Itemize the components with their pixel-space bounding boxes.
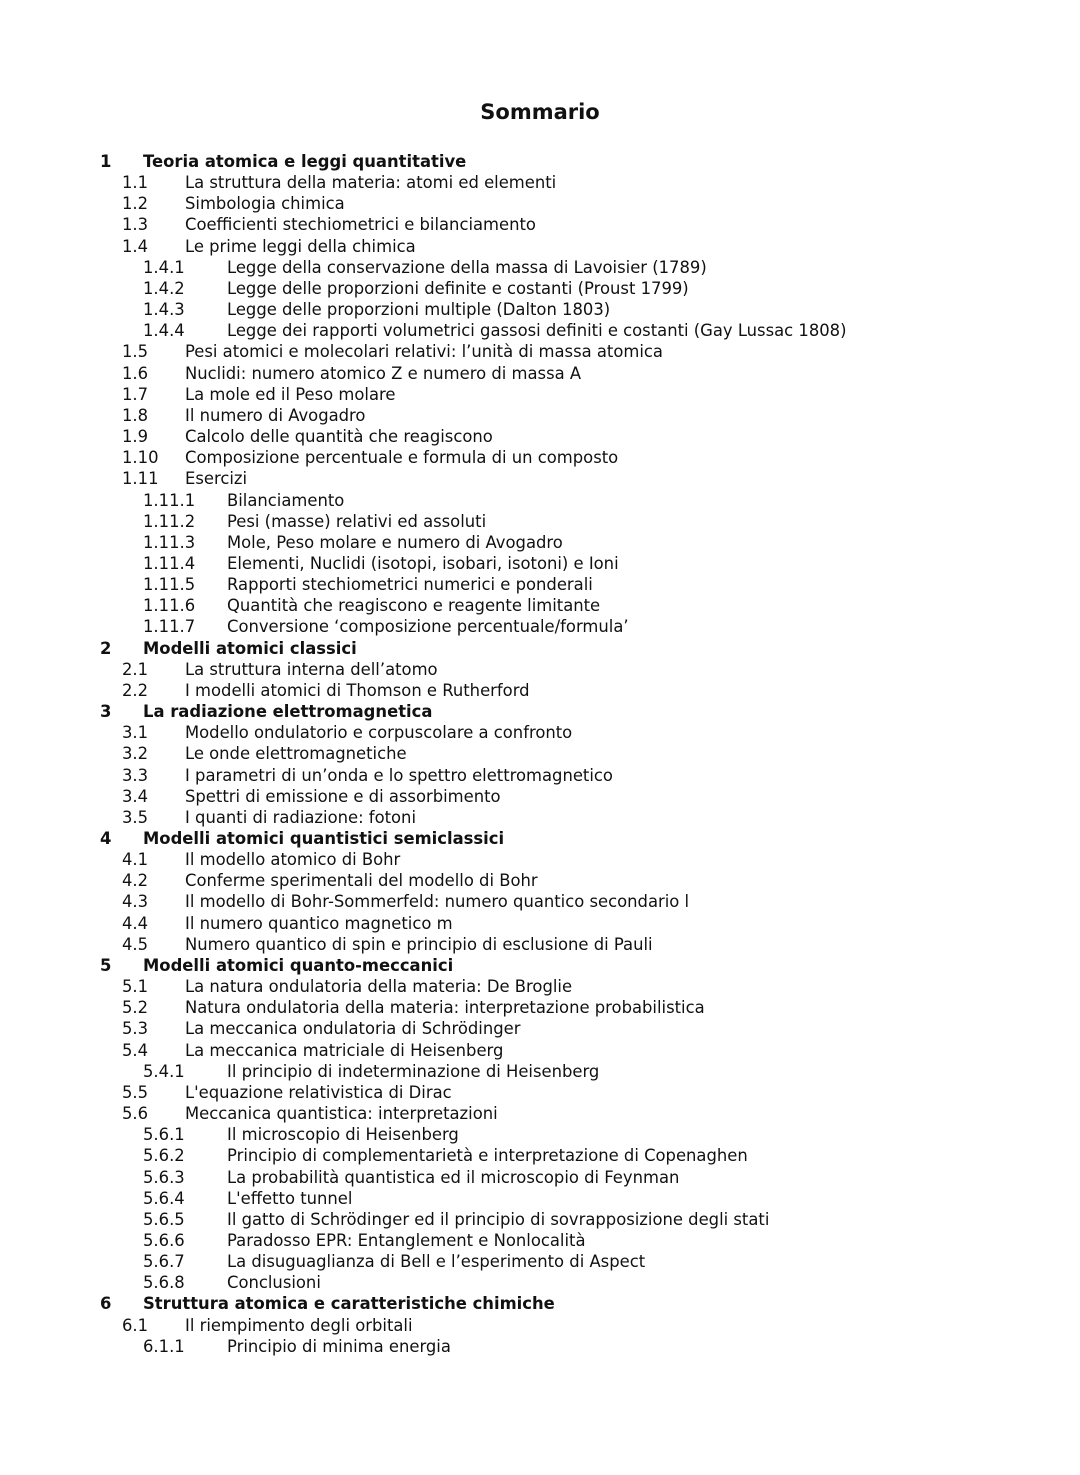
toc-entry-title: Modelli atomici quantistici semiclassici <box>143 829 505 848</box>
toc-entry-title: La struttura della materia: atomi ed elementi <box>185 173 557 193</box>
toc-entry[interactable] <box>0 172 1080 193</box>
toc-entry[interactable] <box>0 341 1080 362</box>
toc-entry-number: 6 <box>100 1294 112 1314</box>
toc-entry-title: Elementi, Nuclidi (isotopi, isobari, isotoni) e Ioni <box>227 553 619 573</box>
toc-entry-title: La struttura interna dell’atomo <box>185 659 438 679</box>
toc-entry-title: Esercizi <box>185 469 248 489</box>
toc-entry[interactable] <box>0 1230 1080 1251</box>
toc-entry-title: Spettri di emissione e di assorbimento <box>185 786 501 806</box>
toc-entry-title: Le prime leggi della chimica <box>185 236 416 256</box>
toc-entry-number: 5.6.5 <box>143 1209 185 1229</box>
toc-entry-number: 1.10 <box>122 448 159 468</box>
toc-entry-number: 1.11.4 <box>143 553 196 573</box>
toc-entry-number: 5 <box>100 955 112 975</box>
toc-entry-title: La meccanica matriciale di Heisenberg <box>185 1040 504 1060</box>
toc-entry-number: 3.5 <box>122 807 149 827</box>
toc-entry-number: 2 <box>100 638 112 658</box>
toc-entry-title: Teoria atomica e leggi quantitative <box>143 152 467 171</box>
toc-entry[interactable] <box>0 976 1080 997</box>
toc-entry[interactable] <box>0 1124 1080 1145</box>
toc-entry-title: Il numero quantico magnetico m <box>185 913 453 933</box>
toc-entry-title: Legge dei rapporti volumetrici gassosi definiti e costanti (Gay Lussac 1808) <box>227 321 847 341</box>
toc-entry-number: 1.11.6 <box>143 596 196 616</box>
toc-entry-number: 2.1 <box>122 659 149 679</box>
toc-entry-title: Il modello di Bohr-Sommerfeld: numero quantico secondario l <box>185 892 690 912</box>
toc-entry[interactable] <box>0 807 1080 828</box>
toc-entry-number: 3.2 <box>122 744 149 764</box>
toc-entry[interactable] <box>0 405 1080 426</box>
toc-entry-number: 1.4.2 <box>143 278 185 298</box>
toc-entry-number: 5.6.8 <box>143 1273 185 1293</box>
toc-entry-number: 4 <box>100 829 112 848</box>
toc-entry-number: 4.3 <box>122 892 149 912</box>
toc-entry-title: Rapporti stechiometrici numerici e ponderali <box>227 575 593 595</box>
toc-entry-title: La disuguaglianza di Bell e l’esperimento di Aspect <box>227 1252 646 1272</box>
toc-entry[interactable] <box>0 828 1080 849</box>
toc-entry[interactable] <box>0 1251 1080 1272</box>
toc-entry[interactable] <box>0 743 1080 764</box>
toc-entry-number: 1.4.4 <box>143 321 185 341</box>
toc-entry[interactable] <box>0 468 1080 489</box>
toc-entry-title: Simbologia chimica <box>185 194 345 214</box>
toc-entry-number: 6.1 <box>122 1315 149 1335</box>
toc-entry[interactable] <box>0 426 1080 447</box>
toc-entry-title: Struttura atomica e caratteristiche chimiche <box>143 1294 555 1314</box>
toc-entry-number: 1.6 <box>122 363 149 383</box>
toc-entry-title: Numero quantico di spin e principio di esclusione di Pauli <box>185 934 653 954</box>
toc-entry-title: L'effetto tunnel <box>227 1188 353 1208</box>
toc-entry-title: L'equazione relativistica di Dirac <box>185 1082 452 1102</box>
toc-entry-number: 1.11.1 <box>143 490 196 510</box>
toc-entry[interactable] <box>0 384 1080 405</box>
toc-entry-title: Calcolo delle quantità che reagiscono <box>185 427 493 447</box>
toc-entry-number: 5.6.1 <box>143 1125 185 1145</box>
toc-entry-number: 1.11 <box>122 469 159 489</box>
toc-entry-number: 5.4 <box>122 1040 149 1060</box>
toc-entry-title: Legge della conservazione della massa di Lavoisier (1789) <box>227 257 707 277</box>
toc-entry[interactable] <box>0 638 1080 659</box>
toc-entry[interactable] <box>0 913 1080 934</box>
toc-entry[interactable] <box>0 1061 1080 1082</box>
toc-entry[interactable] <box>0 193 1080 214</box>
toc-entry-title: Quantità che reagiscono e reagente limitante <box>227 596 601 616</box>
page-title: Sommario <box>480 100 600 124</box>
toc-entry-title: Il riempimento degli orbitali <box>185 1315 413 1335</box>
toc-entry-number: 5.2 <box>122 998 149 1018</box>
toc-entry-number: 1.11.7 <box>143 617 196 637</box>
toc-entry-number: 5.6.7 <box>143 1252 185 1272</box>
toc-entry[interactable] <box>0 616 1080 637</box>
toc-entry[interactable] <box>0 278 1080 299</box>
toc-entry-title: I quanti di radiazione: fotoni <box>185 807 416 827</box>
toc-entry[interactable] <box>0 1315 1080 1336</box>
toc-entry[interactable] <box>0 1082 1080 1103</box>
toc-entry-number: 1.7 <box>122 384 149 404</box>
toc-entry-title: Nuclidi: numero atomico Z e numero di massa A <box>185 363 582 383</box>
toc-entry-title: Modelli atomici quanto-meccanici <box>143 955 454 975</box>
toc-entry-title: Principio di minima energia <box>227 1336 451 1356</box>
toc-entry-title: Pesi (masse) relativi ed assoluti <box>227 511 487 531</box>
toc-entry[interactable] <box>0 1336 1080 1357</box>
toc-entry-number: 1.2 <box>122 194 149 214</box>
toc-entry[interactable] <box>0 490 1080 511</box>
toc-entry-title: Paradosso EPR: Entanglement e Nonlocalità <box>227 1230 586 1250</box>
toc-entry[interactable] <box>0 765 1080 786</box>
toc-entry-title: Meccanica quantistica: interpretazioni <box>185 1104 498 1124</box>
toc-entry-number: 1.5 <box>122 342 149 362</box>
toc-entry-title: Modello ondulatorio e corpuscolare a confronto <box>185 723 573 743</box>
toc-entry-number: 5.6 <box>122 1104 149 1124</box>
toc-entry[interactable] <box>0 659 1080 680</box>
toc-entry-number: 1.9 <box>122 427 149 447</box>
toc-entry-title: Le onde elettromagnetiche <box>185 744 407 764</box>
toc-entry-title: Conferme sperimentali del modello di Bohr <box>185 871 538 891</box>
toc-entry-title: La radiazione elettromagnetica <box>143 702 433 722</box>
toc-entry-number: 5.1 <box>122 977 149 997</box>
toc-entry-number: 1.8 <box>122 405 149 425</box>
toc-entry-title: La meccanica ondulatoria di Schrödinger <box>185 1019 521 1039</box>
toc-entry-number: 3.3 <box>122 765 149 785</box>
toc-entry[interactable] <box>0 320 1080 341</box>
toc-entry-number: 1.4.1 <box>143 257 185 277</box>
toc-entry[interactable] <box>0 786 1080 807</box>
toc-entry[interactable] <box>0 701 1080 722</box>
toc-entry[interactable] <box>0 870 1080 891</box>
toc-entry-title: Conclusioni <box>227 1273 321 1293</box>
toc-entry-number: 1.4 <box>122 236 149 256</box>
toc-entry-number: 5.6.2 <box>143 1146 185 1166</box>
toc-entry[interactable] <box>0 1103 1080 1124</box>
toc-entry-number: 5.6.4 <box>143 1188 185 1208</box>
toc-entry-number: 1.3 <box>122 215 149 235</box>
toc-entry-title: Legge delle proporzioni definite e costanti (Proust 1799) <box>227 278 689 298</box>
toc-entry-number: 1.11.5 <box>143 575 196 595</box>
toc-entry[interactable] <box>0 532 1080 553</box>
toc-entry-number: 5.6.3 <box>143 1167 185 1187</box>
toc-entry-title: La mole ed il Peso molare <box>185 384 396 404</box>
toc-entry-title: Bilanciamento <box>227 490 345 510</box>
toc-entry[interactable] <box>0 511 1080 532</box>
toc-entry[interactable] <box>0 553 1080 574</box>
toc-entry[interactable] <box>0 1167 1080 1188</box>
toc-entry[interactable] <box>0 257 1080 278</box>
toc-entry-title: Pesi atomici e molecolari relativi: l’unità di massa atomica <box>185 342 663 362</box>
toc-entry-number: 1.11.3 <box>143 532 196 552</box>
toc-entry-title: Il gatto di Schrödinger ed il principio di sovrapposizione degli stati <box>227 1209 770 1229</box>
toc-entry-number: 5.3 <box>122 1019 149 1039</box>
toc-entry[interactable] <box>0 680 1080 701</box>
toc-entry-number: 1 <box>100 152 112 171</box>
toc-entry[interactable] <box>0 447 1080 468</box>
toc-entry[interactable] <box>0 574 1080 595</box>
toc-entry-title: I modelli atomici di Thomson e Rutherford <box>185 680 530 700</box>
toc-entry-title: Composizione percentuale e formula di un composto <box>185 448 619 468</box>
toc-entry[interactable] <box>0 1293 1080 1314</box>
toc-entry-number: 4.5 <box>122 934 149 954</box>
toc-entry[interactable] <box>0 151 1080 172</box>
toc-entry-title: Mole, Peso molare e numero di Avogadro <box>227 532 563 552</box>
toc-entry[interactable] <box>0 1018 1080 1039</box>
toc-entry[interactable] <box>0 1209 1080 1230</box>
toc-entry-number: 3.4 <box>122 786 149 806</box>
toc-entry[interactable] <box>0 1272 1080 1293</box>
toc-entry[interactable] <box>0 1040 1080 1061</box>
toc-entry[interactable] <box>0 363 1080 384</box>
toc-entry-number: 1.11.2 <box>143 511 196 531</box>
toc-entry[interactable] <box>0 849 1080 870</box>
toc-entry-title: Coefficienti stechiometrici e bilanciamento <box>185 215 536 235</box>
toc-entry-number: 5.4.1 <box>143 1061 185 1081</box>
toc-entry-title: Conversione ‘composizione percentuale/formula’ <box>227 617 629 637</box>
toc-entry-title: La natura ondulatoria della materia: De Broglie <box>185 977 573 997</box>
table-of-contents <box>0 151 1080 1357</box>
toc-entry[interactable] <box>0 1188 1080 1209</box>
toc-entry-number: 3.1 <box>122 723 149 743</box>
toc-entry[interactable] <box>0 1145 1080 1166</box>
toc-entry-title: I parametri di un’onda e lo spettro elettromagnetico <box>185 765 613 785</box>
toc-entry[interactable] <box>0 891 1080 912</box>
toc-entry-number: 4.4 <box>122 913 149 933</box>
toc-entry-number: 2.2 <box>122 680 149 700</box>
toc-entry-title: Il principio di indeterminazione di Heisenberg <box>227 1061 600 1081</box>
toc-entry-number: 5.5 <box>122 1082 149 1102</box>
toc-entry-title: Modelli atomici classici <box>143 638 357 658</box>
toc-entry-title: Il microscopio di Heisenberg <box>227 1125 459 1145</box>
toc-entry[interactable] <box>0 595 1080 616</box>
toc-entry[interactable] <box>0 214 1080 235</box>
toc-entry-title: La probabilità quantistica ed il microscopio di Feynman <box>227 1167 680 1187</box>
toc-entry-number: 4.1 <box>122 850 149 870</box>
toc-entry-number: 6.1.1 <box>143 1336 185 1356</box>
toc-entry-title: Natura ondulatoria della materia: interpretazione probabilistica <box>185 998 705 1018</box>
toc-entry[interactable] <box>0 997 1080 1018</box>
toc-entry-number: 4.2 <box>122 871 149 891</box>
toc-entry-title: Legge delle proporzioni multiple (Dalton 1803) <box>227 300 611 320</box>
toc-entry[interactable] <box>0 955 1080 976</box>
toc-entry-number: 3 <box>100 702 112 722</box>
toc-entry-title: Il numero di Avogadro <box>185 405 366 425</box>
toc-entry[interactable] <box>0 934 1080 955</box>
toc-entry-number: 5.6.6 <box>143 1230 185 1250</box>
toc-entry-title: Il modello atomico di Bohr <box>185 850 401 870</box>
toc-entry[interactable] <box>0 236 1080 257</box>
toc-entry-number: 1.4.3 <box>143 300 185 320</box>
toc-entry-number: 1.1 <box>122 173 149 193</box>
toc-entry[interactable] <box>0 722 1080 743</box>
toc-entry-title: Principio di complementarietà e interpretazione di Copenaghen <box>227 1146 748 1166</box>
toc-entry[interactable] <box>0 299 1080 320</box>
